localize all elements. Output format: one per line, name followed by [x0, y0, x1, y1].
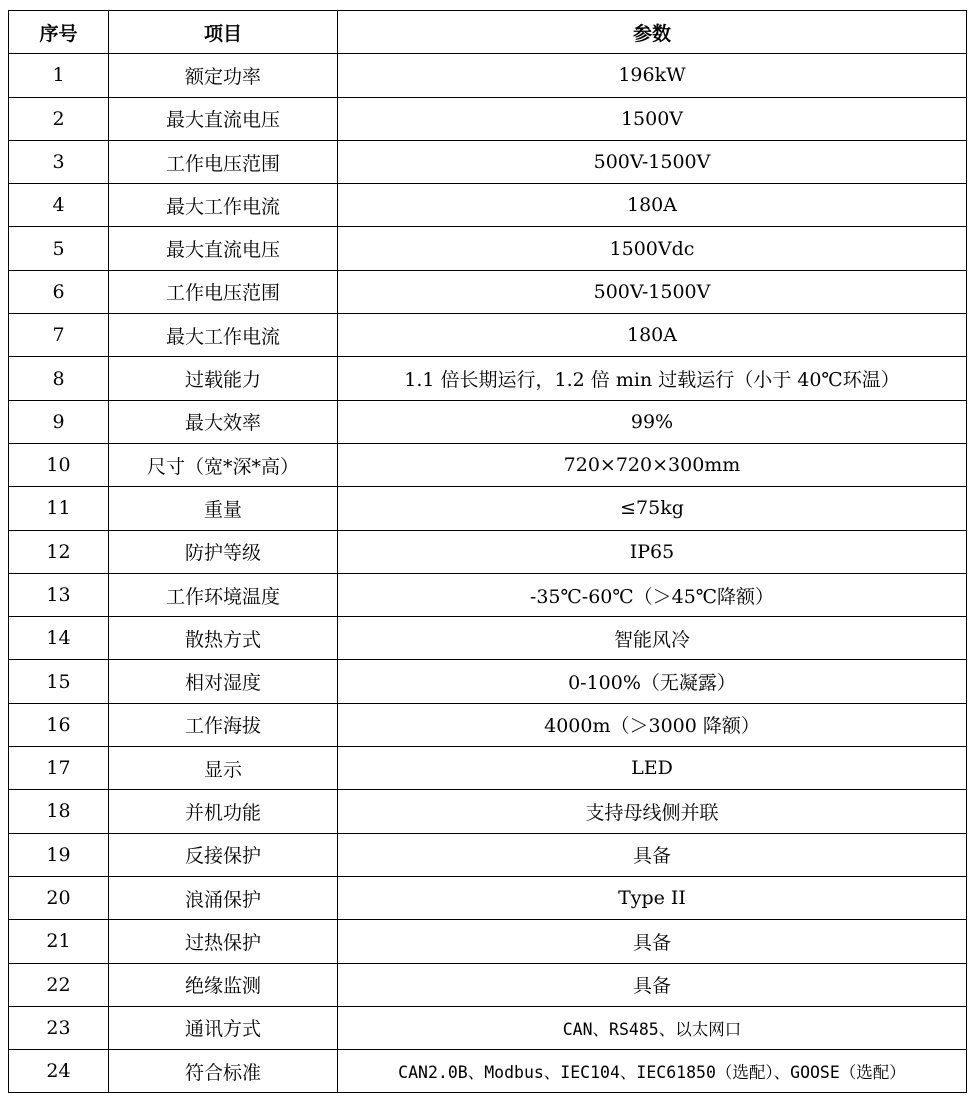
table-row: [9, 97, 967, 140]
row-param: 支持母线侧并联: [338, 790, 967, 833]
row-index: 12: [9, 530, 109, 573]
table-row: [9, 1006, 967, 1049]
row-item: 相对湿度: [109, 660, 338, 703]
row-param: 180A: [338, 184, 967, 227]
row-param: 99%: [338, 400, 967, 443]
table-row: [9, 963, 967, 1006]
table-row: [9, 227, 967, 270]
table-row: [9, 443, 967, 486]
row-param: 720×720×300mm: [338, 443, 967, 486]
row-param: 智能风冷: [338, 617, 967, 660]
row-index: 4: [9, 184, 109, 227]
row-index: 7: [9, 314, 109, 357]
row-index: 16: [9, 703, 109, 746]
row-index: 10: [9, 443, 109, 486]
header-item: 项目: [109, 11, 338, 54]
table-row: [9, 703, 967, 746]
row-index: 11: [9, 487, 109, 530]
table-row: [9, 400, 967, 443]
row-index: 15: [9, 660, 109, 703]
table-row: [9, 314, 967, 357]
row-index: 5: [9, 227, 109, 270]
table-row: [9, 790, 967, 833]
row-item: 过热保护: [109, 920, 338, 963]
row-param: 500V-1500V: [338, 270, 967, 313]
row-index: 13: [9, 573, 109, 616]
row-param: 4000m（＞3000 降额）: [338, 703, 967, 746]
row-item: 反接保护: [109, 833, 338, 876]
header-index: 序号: [9, 11, 109, 54]
row-index: 18: [9, 790, 109, 833]
table-row: [9, 357, 967, 400]
row-index: 9: [9, 400, 109, 443]
row-param: IP65: [338, 530, 967, 573]
table-row: [9, 920, 967, 963]
row-param: CAN、RS485、以太网口: [338, 1006, 967, 1049]
row-index: 19: [9, 833, 109, 876]
row-index: 6: [9, 270, 109, 313]
row-param: 具备: [338, 963, 967, 1006]
table-row: [9, 573, 967, 616]
row-item: 尺寸（宽*深*高）: [109, 443, 338, 486]
row-index: 23: [9, 1006, 109, 1049]
table-row: [9, 54, 967, 97]
row-item: 显示: [109, 747, 338, 790]
row-index: 20: [9, 876, 109, 919]
table-row: [9, 184, 967, 227]
spec-table: [8, 10, 967, 1093]
row-item: 过载能力: [109, 357, 338, 400]
row-item: 工作电压范围: [109, 270, 338, 313]
row-item: 额定功率: [109, 54, 338, 97]
table-header-row: [9, 11, 967, 54]
row-param: 180A: [338, 314, 967, 357]
row-index: 21: [9, 920, 109, 963]
row-item: 并机功能: [109, 790, 338, 833]
row-item: 工作海拔: [109, 703, 338, 746]
table-row: [9, 270, 967, 313]
row-item: 防护等级: [109, 530, 338, 573]
row-item: 通讯方式: [109, 1006, 338, 1049]
row-index: 14: [9, 617, 109, 660]
table-row: [9, 617, 967, 660]
row-item: 最大效率: [109, 400, 338, 443]
row-item: 最大直流电压: [109, 227, 338, 270]
row-param: CAN2.0B、Modbus、IEC104、IEC61850（选配）、GOOSE（选配）: [338, 1050, 967, 1093]
table-row: [9, 876, 967, 919]
row-param: 500V-1500V: [338, 140, 967, 183]
table-row: [9, 660, 967, 703]
row-param: LED: [338, 747, 967, 790]
table-row: [9, 1050, 967, 1093]
row-item: 最大工作电流: [109, 314, 338, 357]
row-item: 最大工作电流: [109, 184, 338, 227]
row-index: 1: [9, 54, 109, 97]
row-param: 1.1 倍长期运行，1.2 倍 min 过载运行（小于 40℃环温）: [338, 357, 967, 400]
table-row: [9, 747, 967, 790]
row-item: 符合标准: [109, 1050, 338, 1093]
row-item: 绝缘监测: [109, 963, 338, 1006]
row-index: 24: [9, 1050, 109, 1093]
row-item: 最大直流电压: [109, 97, 338, 140]
row-param: 196kW: [338, 54, 967, 97]
row-param: 1500Vdc: [338, 227, 967, 270]
row-index: 3: [9, 140, 109, 183]
row-param: 具备: [338, 920, 967, 963]
table-row: [9, 487, 967, 530]
row-param: 具备: [338, 833, 967, 876]
row-param: ≤75kg: [338, 487, 967, 530]
row-index: 22: [9, 963, 109, 1006]
row-index: 2: [9, 97, 109, 140]
row-param: -35℃-60℃（＞45℃降额）: [338, 573, 967, 616]
row-param: 1500V: [338, 97, 967, 140]
row-item: 散热方式: [109, 617, 338, 660]
row-param: Type II: [338, 876, 967, 919]
row-item: 重量: [109, 487, 338, 530]
table-row: [9, 140, 967, 183]
row-index: 17: [9, 747, 109, 790]
header-param: 参数: [338, 11, 967, 54]
row-item: 工作电压范围: [109, 140, 338, 183]
table-row: [9, 833, 967, 876]
row-index: 8: [9, 357, 109, 400]
table-row: [9, 530, 967, 573]
row-item: 工作环境温度: [109, 573, 338, 616]
row-param: 0-100%（无凝露）: [338, 660, 967, 703]
row-item: 浪涌保护: [109, 876, 338, 919]
